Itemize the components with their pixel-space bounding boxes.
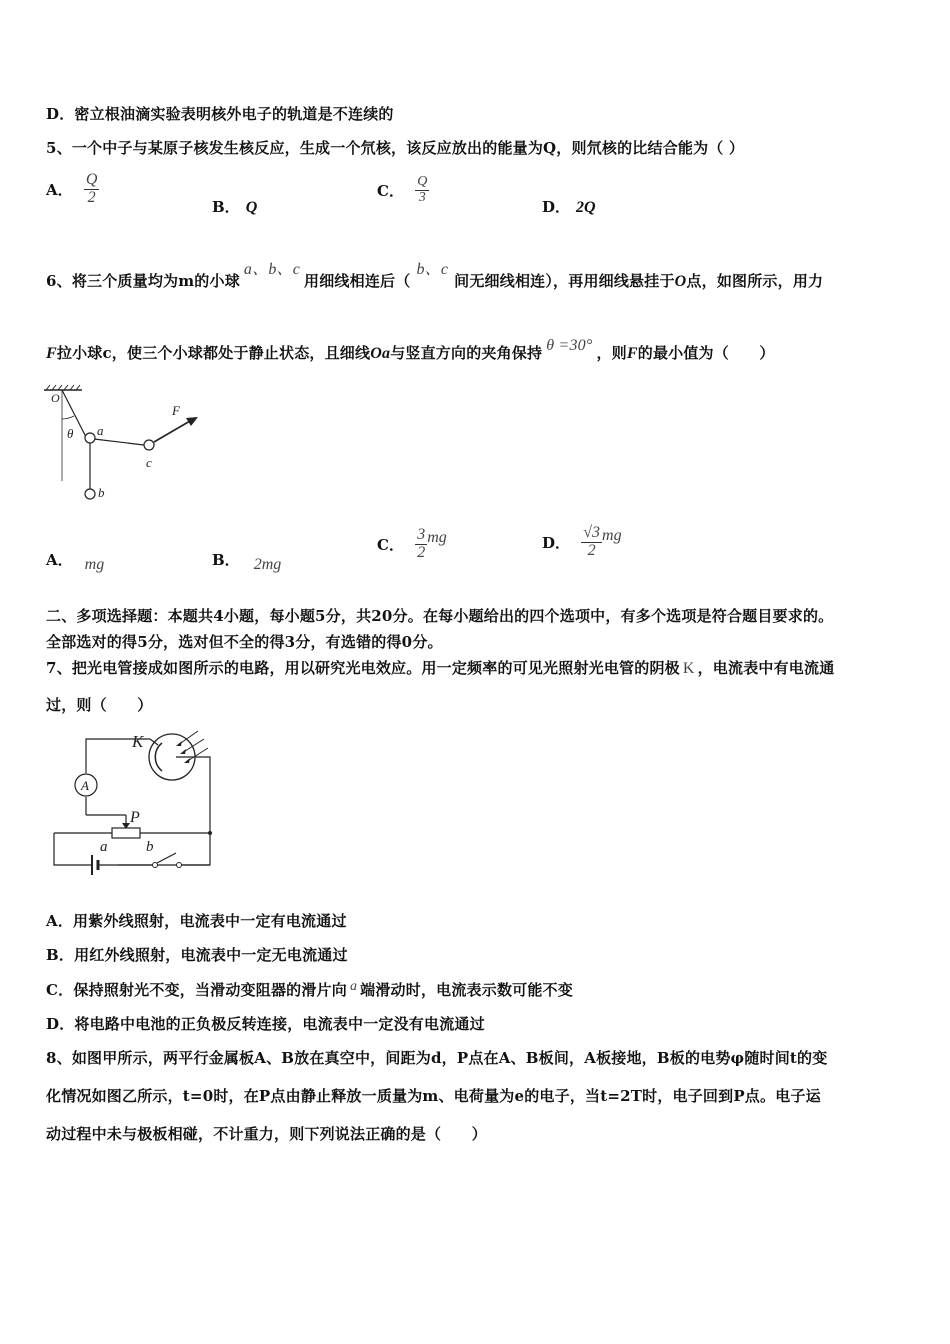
force-symbol: F xyxy=(626,345,638,362)
q7-option-c xyxy=(46,979,573,1000)
q5-option-b xyxy=(212,196,257,217)
force-arrow xyxy=(154,421,190,442)
text: 的最小值为（ ） xyxy=(637,344,775,362)
line-symbol: Oa xyxy=(370,345,391,362)
fraction xyxy=(581,525,602,560)
q6-option-a xyxy=(46,549,105,573)
fraction xyxy=(415,175,429,205)
q5-option-d xyxy=(542,196,596,217)
text: 拉小球c，使三个小球都处于静止状态，且细线 xyxy=(56,344,371,362)
q5-option-a xyxy=(46,172,99,207)
text: 点，如图所示，用力 xyxy=(686,272,824,290)
label-f: F xyxy=(172,403,180,418)
q5-option-c xyxy=(377,175,429,205)
q8-stem-line2: 化情况如图乙所示，t=0时，在P点由静止释放一质量为m、电荷量为e的电子，当t=2T时，电子回到P点。电子运 xyxy=(46,1087,821,1105)
text: ，则 xyxy=(596,344,627,362)
ball-c xyxy=(144,440,154,450)
numerator: Q xyxy=(85,171,98,188)
q6-option-b xyxy=(212,549,282,573)
text: 7、把光电管接成如图所示的电路，用以研究光电效应。用一定频率的可见光照射光电管的阴极 xyxy=(46,659,680,677)
denominator: 2 xyxy=(581,542,602,560)
force-symbol: F xyxy=(46,345,57,362)
section2-heading-line2: 全部选对的得5分，选对但不全的得3分，有选错的得0分。 xyxy=(46,633,443,651)
q5-stem: 5、一个中子与某原子核发生核反应，生成一个氘核，该反应放出的能量为Q，则氘核的比结合能为（ ） xyxy=(46,139,745,157)
label-k: K xyxy=(132,732,144,751)
q8-stem-line1: 8、如图甲所示，两平行金属板A、B放在真空中，间距为d，P点在A、B板间，A板接地，B板的电势φ随时间t的变 xyxy=(46,1049,828,1067)
q6-stem-line1 xyxy=(46,261,824,291)
denominator: 3 xyxy=(415,190,429,206)
label-a: a xyxy=(100,839,108,855)
fraction xyxy=(415,527,427,562)
q7-stem-line1 xyxy=(46,657,834,678)
cathode-symbol: K xyxy=(682,660,695,677)
option-value: 2Q xyxy=(576,199,596,216)
wire-bottom-left xyxy=(54,833,92,865)
text: 用细线相连后（ xyxy=(304,272,411,290)
text: 与竖直方向的夹角保持 xyxy=(390,344,543,362)
text: 6、将三个质量均为m的小球 xyxy=(46,272,240,290)
q6-pendulum-figure xyxy=(40,383,220,508)
q6-option-d xyxy=(542,525,622,560)
label-a: a xyxy=(97,423,104,438)
ball-a xyxy=(85,433,95,443)
numerator: Q xyxy=(417,174,428,189)
ball-symbols: b、c xyxy=(416,261,449,278)
label-p: P xyxy=(130,809,140,826)
denominator: 2 xyxy=(84,189,100,207)
q7-option-d: D．将电路中电池的正负极反转连接，电流表中一定没有电流通过 xyxy=(46,1015,485,1033)
q8-stem-line3: 动过程中未与极板相碰，不计重力，则下列说法正确的是（ ） xyxy=(46,1125,487,1143)
option-label: C． xyxy=(377,535,404,554)
option-label: B． xyxy=(212,198,240,216)
text: ，电流表中有电流通 xyxy=(697,659,835,677)
label-o: O xyxy=(51,391,60,405)
ammeter-label: A xyxy=(81,778,89,793)
numerator: 3 xyxy=(417,526,426,543)
ball-b xyxy=(85,489,95,499)
option-label: C． xyxy=(377,181,404,200)
string-ac xyxy=(94,439,144,445)
fraction xyxy=(84,172,100,207)
switch-lever xyxy=(157,853,176,863)
numerator: √3 xyxy=(583,524,601,541)
point-symbol: O xyxy=(674,273,687,290)
q6-option-c xyxy=(377,527,447,562)
text: 端滑动时，电流表示数可能不变 xyxy=(360,981,573,999)
string-oa xyxy=(62,390,86,437)
q7-circuit-figure xyxy=(48,727,228,879)
rheostat xyxy=(112,828,140,838)
ball-symbols: a、b、c xyxy=(243,261,301,278)
junction-dot xyxy=(208,831,212,835)
angle-arc xyxy=(62,416,74,419)
option-tail: mg xyxy=(602,527,622,545)
angle-value: θ =30° xyxy=(546,337,593,354)
option-label: A． xyxy=(46,551,73,569)
text: 间无细线相连），再用细线悬挂于 xyxy=(454,272,675,290)
q7-stem-line2: 过，则（ ） xyxy=(46,696,153,714)
q4-option-d: D．密立根油滴实验表明核外电子的轨道是不连续的 xyxy=(46,105,394,123)
switch-contact-left xyxy=(153,863,158,868)
label-c: c xyxy=(146,455,152,470)
q6-stem-line2 xyxy=(46,337,775,363)
option-value: Q xyxy=(245,199,258,216)
option-label: B． xyxy=(212,551,240,569)
option-tail: mg xyxy=(427,529,447,547)
q7-option-b: B．用红外线照射，电流表中一定无电流通过 xyxy=(46,946,348,964)
option-label: D． xyxy=(542,533,571,552)
option-value: mg xyxy=(84,556,105,573)
switch-contact-right xyxy=(177,863,182,868)
text: C．保持照射光不变，当滑动变阻器的滑片向 xyxy=(46,981,347,999)
label-b: b xyxy=(98,485,105,500)
label-b: b xyxy=(146,839,154,855)
option-label: D． xyxy=(542,198,571,216)
denominator: 2 xyxy=(417,543,426,561)
option-label: A． xyxy=(46,180,73,199)
label-theta: θ xyxy=(67,426,74,441)
section2-heading-line1: 二、多项选择题：本题共4小题，每小题5分，共20分。在每小题给出的四个选项中，有多个选项是符合题目要求的。 xyxy=(46,607,834,625)
variable: a xyxy=(349,979,358,994)
q7-option-a: A．用紫外线照射，电流表中一定有电流通过 xyxy=(46,912,347,930)
option-value: 2mg xyxy=(253,556,282,573)
